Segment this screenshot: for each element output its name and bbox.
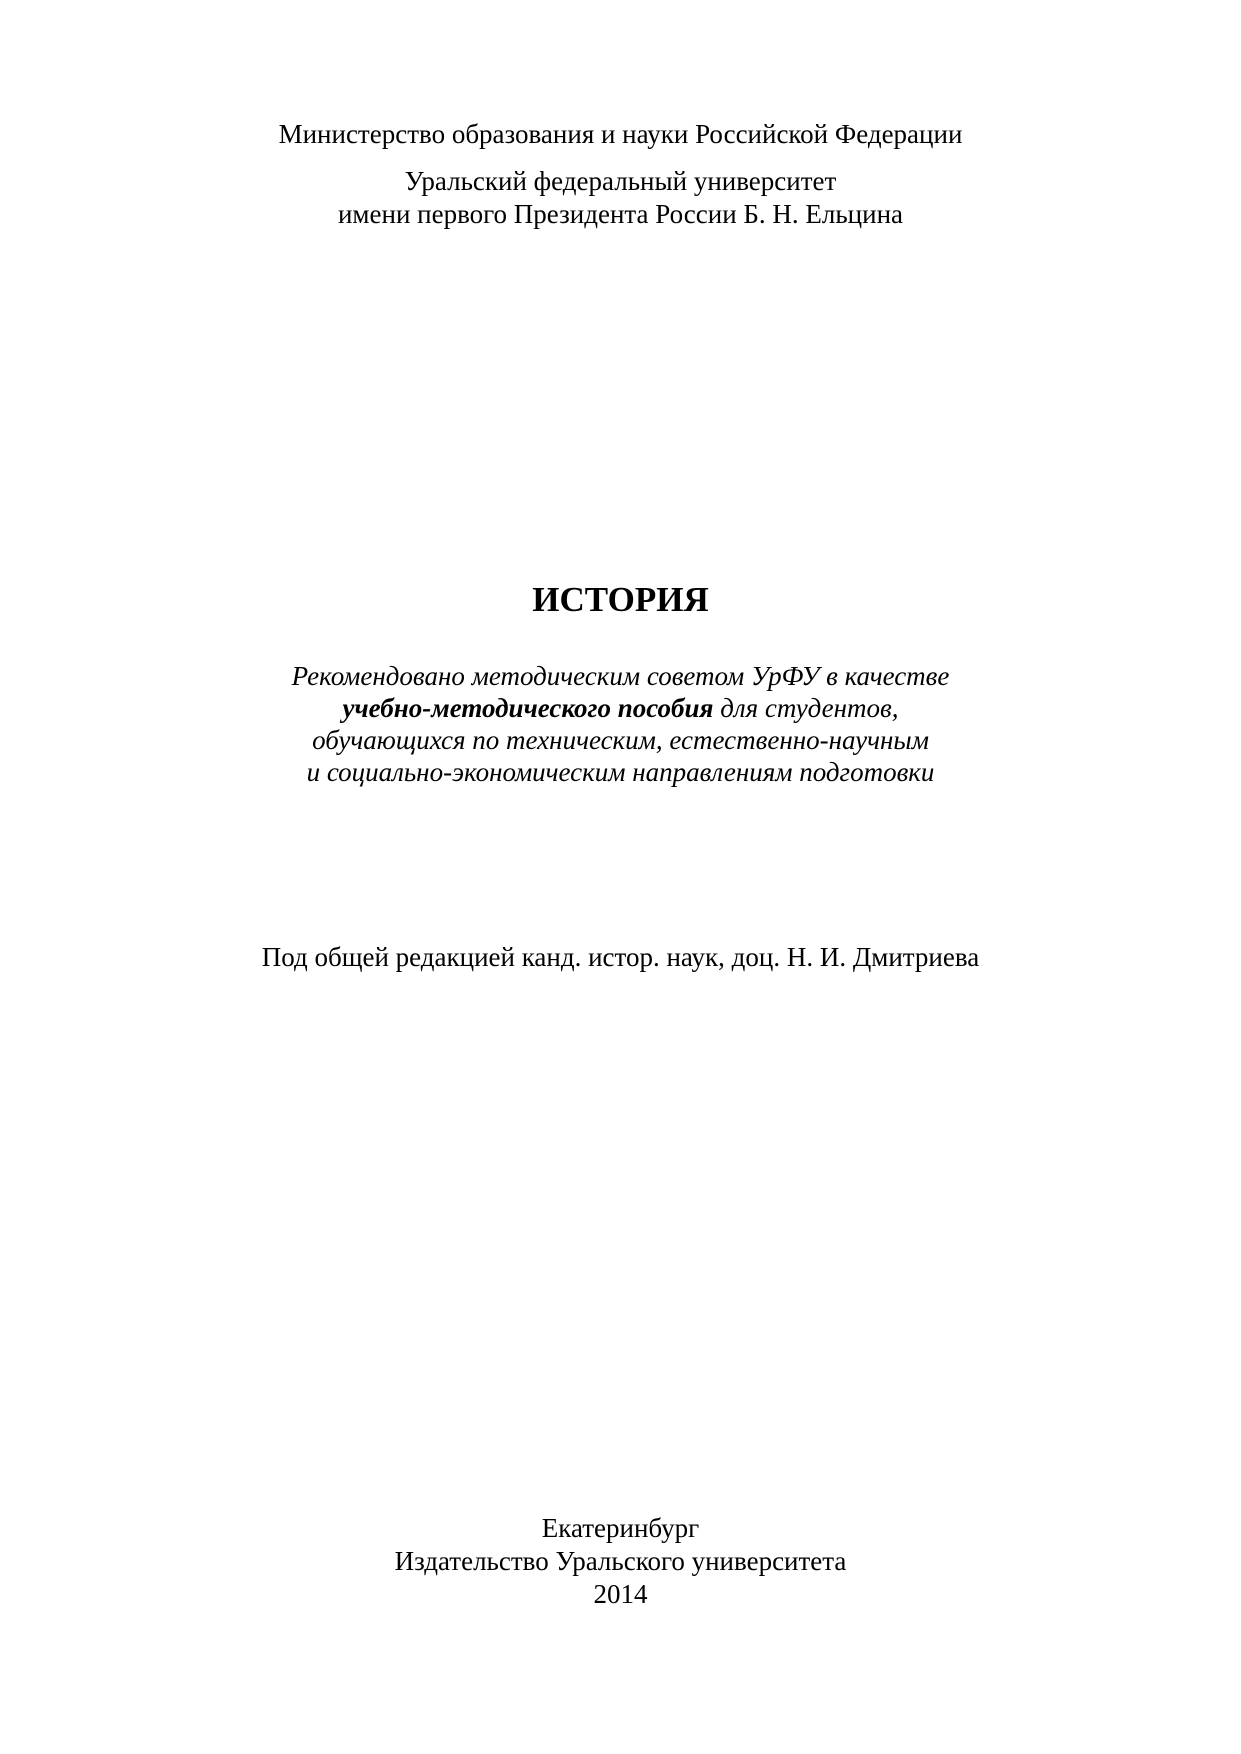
recommendation-line-1: Рекомендовано методическим советом УрФУ в качестве [291, 661, 950, 691]
university-name-full: имени первого Президента России Б. Н. Ельцина [337, 199, 904, 229]
publication-type: учебно-методического пособия [342, 693, 714, 723]
imprint-year: 2014 [593, 1579, 648, 1609]
editor-credit: Под общей редакцией канд. истор. наук, доц. Н. И. Дмитриева [261, 942, 980, 972]
recommendation-line-2 [0, 692, 1241, 724]
recommendation-line-4: и социально-экономическим направлениям подготовки [306, 757, 935, 787]
recommendation-line-3: обучающихся по техническим, естественно-научным [312, 725, 929, 755]
book-title: ИСТОРИЯ [532, 580, 709, 619]
ministry-name: Министерство образования и науки Российской Федерации [278, 119, 963, 149]
university-name: Уральский федеральный университет [404, 166, 837, 196]
recommendation-line-2-rest: для студентов, [713, 693, 899, 723]
imprint-city: Екатеринбург [541, 1513, 700, 1543]
imprint-publisher: Издательство Уральского университета [394, 1546, 847, 1576]
